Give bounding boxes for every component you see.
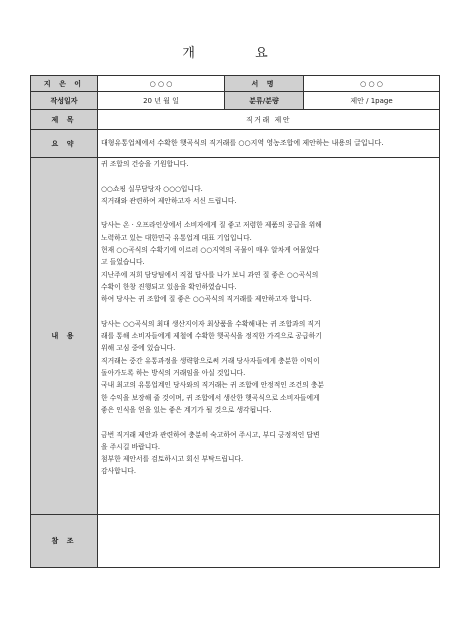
content-line (101, 207, 436, 219)
content-line: 직거래와 관련하여 제안하고자 서신 드립니다. (101, 196, 237, 205)
date-label: 작성일자 (31, 92, 98, 110)
summary-label: 요 약 (31, 130, 98, 158)
date-row (31, 92, 440, 110)
content-line: ○○쇼핑 실무담당자 ○○○입니다. (101, 184, 203, 193)
content-line: 위해 고심 중에 있습니다. (101, 344, 176, 353)
content-line (101, 306, 436, 318)
author-row (31, 76, 440, 92)
content-line: 노력하고 있는 대한민국 유통업계 대표 기업입니다. (101, 233, 252, 242)
category-label: 분류/분량 (225, 92, 304, 110)
reference-value (98, 515, 440, 568)
content-line: 귀 조합의 건승을 기원합니다. (101, 160, 189, 168)
content-line: 당사는 ○○곡식의 최대 생산지이자 최상품을 수확해내는 귀 조합과의 직거 (101, 319, 321, 328)
author-value: ○ ○ ○ (98, 76, 225, 92)
content-body (98, 158, 440, 515)
content-line: 좋은 인식을 얻을 있는 좋은 계기가 될 것으로 생각됩니다. (101, 405, 272, 414)
summary-row (31, 130, 440, 158)
content-line: 수확이 한창 진행되고 있음을 확인하였습니다. (101, 282, 237, 291)
content-line: 을 주시길 바랍니다. (101, 442, 161, 451)
content-row (31, 158, 440, 515)
content-line: 감사합니다. (101, 467, 136, 476)
content-line: 직거래는 중간 유통과정을 생략함으로써 거래 당사자들에게 충분한 이익이 (101, 356, 320, 365)
subject-label: 제 목 (31, 110, 98, 130)
content-line: 지난주에 저희 담당팀에서 직접 답사를 나가 보니 과연 질 좋은 ○○곡식의 (101, 270, 319, 279)
signature-label: 서 명 (225, 76, 304, 92)
content-line: 현재 ○○곡식의 수확기에 이르러 ○○지역의 곡물이 매우 알차게 여물었다 (101, 246, 320, 255)
content-line (101, 416, 436, 428)
content-line: 고 들었습니다. (101, 258, 145, 267)
overview-form-table (30, 75, 440, 568)
content-line (101, 170, 436, 182)
content-line: 하여 당사는 귀 조합에 질 좋은 ○○곡식의 직거래를 제안하고자 합니다. (101, 295, 312, 304)
subject-value: 직거래 제안 (98, 110, 440, 130)
content-line: 당사는 온 · 오프라인상에서 소비자에게 질 좋고 저렴한 제품의 공급을 위해 (101, 221, 322, 230)
content-line: 돌아가도록 하는 방식의 거래임을 아실 것입니다. (101, 369, 246, 378)
page-title: 개 요 (182, 46, 296, 61)
content-label: 내 용 (31, 158, 98, 515)
content-line: 래를 통해 소비자들에게 제철에 수확한 햇곡식을 정직한 가격으로 공급하기 (101, 332, 322, 341)
content-line: 국내 최고의 유통업계인 당사와의 직거래는 귀 조합에 안정적인 조건의 충분 (101, 381, 324, 390)
date-value: 20 년 월 일 (98, 92, 225, 110)
summary-value: 대형유통업체에서 수확한 햇곡식의 직거래를 ○○지역 영농조합에 제안하는 내용의 글입니다. (98, 130, 440, 158)
signature-value: ○ ○ ○ (304, 76, 440, 92)
reference-row (31, 515, 440, 568)
content-line: 한 수익을 보장해 줄 것이며, 귀 조합에서 생산한 햇곡식으로 소비자들에게 (101, 393, 320, 402)
subject-row (31, 110, 440, 130)
content-line: 금번 직거래 제안과 관련하여 충분히 숙고하여 주시고, 부디 긍정적인 답변 (101, 430, 320, 439)
content-line: 첨부한 제안서를 검토하시고 회신 부탁드립니다. (101, 455, 244, 464)
category-value: 제안 / 1page (304, 92, 440, 110)
author-label: 지 은 이 (31, 76, 98, 92)
reference-label: 참 조 (31, 515, 98, 568)
